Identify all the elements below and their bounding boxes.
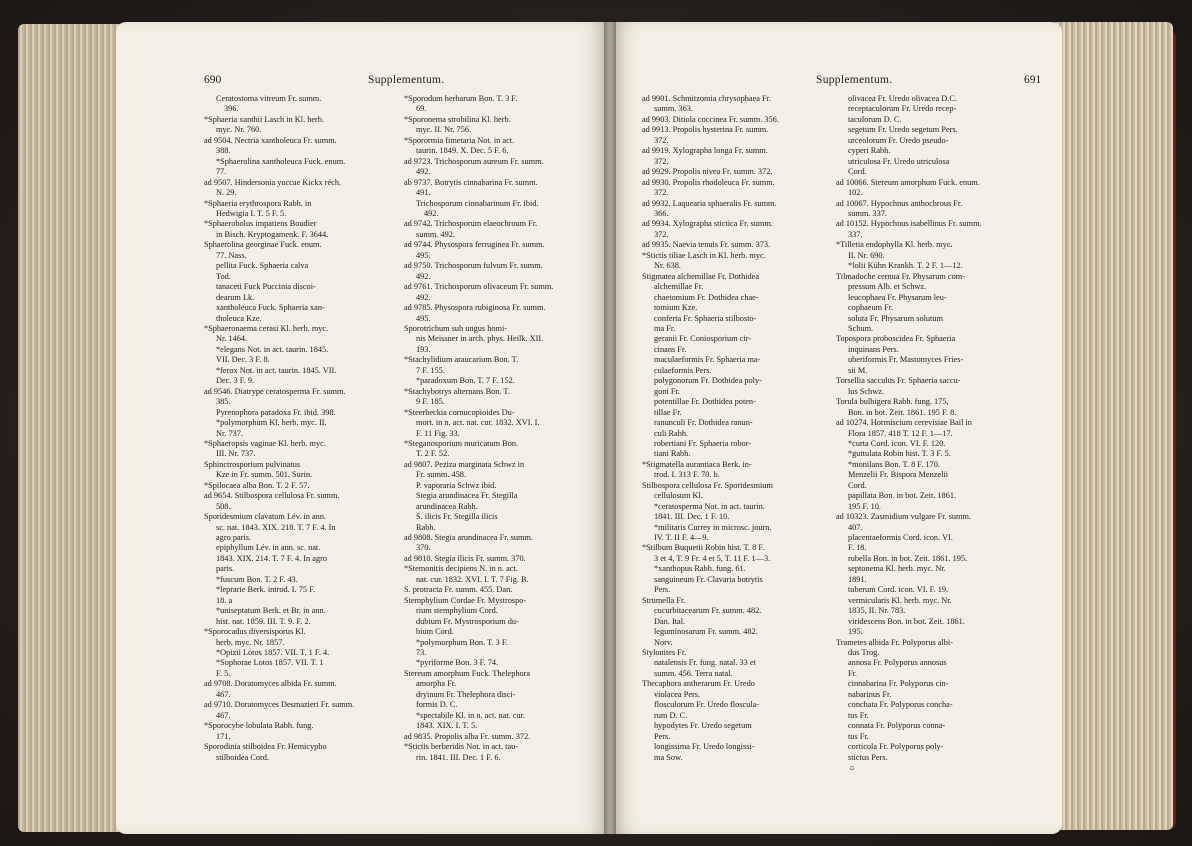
text-line: 69. [416,104,427,114]
text-line: ad 10323. Zasmidium vulgare Fr. summ. [836,512,972,522]
text-line: 1835, II. Nr. 783. [848,606,906,616]
text-line: stilboidea Cord. [216,752,270,762]
text-line: summ. 337. [848,208,887,218]
text-column-2 [836,94,1012,773]
text-line: 370. [416,543,431,553]
text-line: sc. nat. 1843. XIX. 218. T. 7 F. 4. In [216,522,336,532]
text-line: *Stictis berberidis Not. in act. tau- [404,742,519,752]
text-line: formis D. C. [416,700,458,710]
text-line: dus Trog. [848,648,880,658]
right-page [610,22,1062,834]
text-line: Tod. [216,271,231,281]
text-line: 1891. [848,574,867,584]
text-line: trod. I. 313 F. 70. b. [654,470,720,480]
text-line: *Sphaeria erythrospora Rabh. in [204,198,312,208]
text-line: tiani Rabh. [654,449,691,459]
text-line: *ceratosperma Not. in act. taurin. [654,501,765,511]
text-line: potentillae Fr. Dothidea poten- [654,397,756,407]
text-line: 492. [416,167,431,177]
text-line: Pyrenophora paradoxa Fr. ibid. 398. [216,407,336,417]
text-line: *Sphaeronaema cerasi Kl. herb. myc. [204,323,329,333]
text-line: ad 9723. Trichosporum aureum Fr. summ. [404,156,544,166]
text-line: septonema Kl. herb. myc. Nr. [848,564,946,574]
text-line: 7 F. 155. [416,365,445,375]
text-line: 73. [416,648,427,658]
text-line: papillata Bon. in bot. Zeit. 1861. [848,491,957,501]
text-line: VII. Dec. 3 F. 8. [216,355,270,365]
text-line: nat. cur. 1832. XVI. I. T. 7 Fig. B. [416,574,529,584]
text-line: summ. 363. [654,104,693,114]
text-line: *elegans Not. in act. taurin. 1845. [216,344,329,354]
text-line: goni Fr. [654,386,680,396]
text-line: ad 9785. Physospora rubiginosa Fr. summ. [404,303,546,313]
text-line: *pyriforme Bon. 3 F. 74. [416,658,499,668]
text-line: 495. [416,250,431,260]
running-head: Supplementum. [816,74,893,86]
text-line: T. 2 F. 52. [416,449,450,459]
text-line: sanguineum Fr. Clavaria botrytis [654,574,763,584]
text-line: ad 9901. Schmitzomia chrysophaea Fr. [642,94,772,103]
text-line: hist. nat. 1859. III. T. 9. F. 2. [216,616,311,626]
text-line: ad 9546. Diatrype ceratosperma Fr. summ. [204,386,346,396]
text-line: *Steerbeckia cornucopioides Du- [404,407,515,417]
text-line: *Sporocadus diversisporus Kl. [204,627,306,637]
text-line: 1843. XIX. I. T. 5. [416,721,478,731]
text-line: ab 9737. Botrytis cinnabarina Fr. summ. [404,177,538,187]
text-line: leguminosarum Fr. summ. 482. [654,627,758,637]
text-line: annosa Fr. Polyporus annosus [848,658,947,668]
text-line: Torula bulbigera Rabh. fung. 175, [836,397,949,407]
text-line: cucurbitacearum Fr. summ. 482. [654,606,762,616]
text-line: *xanthopus Rabh. fung. 61. [654,564,746,574]
text-line: tus Fr. [848,731,869,741]
text-line: ad 9708. Doratomyces albida Fr. summ. [204,679,337,689]
text-line: 508. [216,501,231,511]
text-line: ad 9935. Naevia tenuis Fr. summ. 373. [642,240,771,250]
text-line: Cord. [848,480,867,490]
text-line: stictus Pers. [848,752,888,762]
text-line: *spectabile Kl. in n. act. nat. cur. [416,710,525,720]
text-line: connata Fr. Polyporus conna- [848,721,946,731]
text-line: paris. [216,564,235,574]
text-line: ranunculi Fr. Dothidea ranun- [654,418,753,428]
text-line: ad 9810. Stegia ilicis Fr. summ. 370. [404,553,526,563]
text-line: tillae Fr. [654,407,682,417]
text-line: amorpha Fr. [416,679,457,689]
text-line: 372. [654,188,669,198]
text-line: cophaeum Fr. [848,303,894,313]
running-head: Supplementum. [368,74,445,86]
text-line: violacea Pers. [654,689,701,699]
text-line: Stemphylium Cordae Fr. Mystrospo- [404,595,527,605]
text-line: rum D. C. [654,710,688,720]
text-line: Pers. [654,731,671,741]
text-line: *curta Cord. icon. VI. F. 120. [848,438,946,448]
text-line: Bon. in bot. Zeit. 1861. 195 F. 8. [848,407,957,417]
text-line: maculaeformis Fr. Sphaeria ma- [654,355,761,365]
text-line: Rabh. [416,522,436,532]
text-line: Pers. [654,585,671,595]
text-line: ad 9929. Propolis nivea Fr. summ. 372. [642,167,773,177]
left-page-stack [18,24,122,832]
text-line: Stylonites Fr. [642,648,687,658]
text-line: Menzelii Fr. Bispora Menzelii [848,470,949,480]
text-line: *monilans Bon. T. 8 F. 170. [848,459,940,469]
text-line: tomium Kze. [654,303,698,313]
text-line: 195. [848,627,863,637]
text-line: 467. [216,710,231,720]
text-line: 77. Nass. [216,250,247,260]
text-line: agro paris. [216,533,252,543]
text-line: F. 5. [216,668,231,678]
text-line: summ. 456. Terra natal. [654,668,733,678]
book-gutter [604,22,616,834]
right-page-stack [1055,22,1173,830]
text-line: *polymorphum Bon. T. 3 F. [416,637,508,647]
text-line: *polymorphum Kl. herb. myc. II. [216,418,327,428]
text-line: summ. 492. [416,229,455,239]
text-line: *Sporonema strobilina Kl. herb. [404,114,511,124]
text-line: *Sporocybe lobulata Rabh. fung. [204,721,314,731]
text-line: tanaceti Fuck Puccinia discoi- [216,282,316,292]
text-line: epiphyllum Lév. in ann. sc. nat. [216,543,321,553]
text-line: *Stachylidium araucarium Bon. T. [404,355,519,365]
text-line: *Sporormia fimetaria Not. in act. [404,135,515,145]
text-line: leucophaea Fr. Physarum leu- [848,292,947,302]
text-line: xantholeuca Fuck. Sphaeria xan- [216,303,325,313]
text-line: pellita Fuck. Sphaeria calva [216,261,309,271]
text-line: *Stilbum Buquetii Robin hist. T. 8 F. [642,543,765,553]
text-line: II. Nr. 690. [848,250,885,260]
text-line: F. 11 Fig. 33. [416,428,460,438]
text-line: Cord. [848,167,867,177]
text-line: Trichosporum cinnabarinum Fr. ibid. [416,198,539,208]
text-line: Fr. [848,668,857,678]
text-line: corticola Fr. Polyporus poly- [848,742,944,752]
text-line: ad 9710. Doratomyces Desmazieri Fr. summ. [204,700,355,710]
text-line: Dan. Ital. [654,616,686,626]
text-line: 9 F. 185. [416,397,445,407]
text-line: 1841. III. Dec. 1 F. 10. [654,512,730,522]
text-line: ad 10274. Hormiscium cerevisiae Bail in [836,418,972,428]
text-column-1 [642,94,818,763]
text-line: alchemillae Fr. [654,282,704,292]
text-line: natalensis Fr. fung. natal. 33 et [654,658,756,668]
text-line: ☼ [848,763,856,772]
text-line: conchata Fr. Polyporus concha- [848,700,953,710]
text-line: S. protracta Fr. summ. 455. Dan. [404,585,513,595]
text-line: 372. [654,229,669,239]
text-line: flosculorum Fr. Uredo floscula- [654,700,760,710]
text-line: *Steganosporium muricatum Bon. [404,438,519,448]
text-line: ad 9807. Peziza marginata Schwz in [404,459,525,469]
text-line: *paradoxum Bon. T. 7 F. 152. [416,376,515,386]
text-line: ad 9507. Hindersonia yuccae Kickx réch. [204,177,342,187]
text-line: Nr. 1464. [216,334,248,344]
text-line: *Stigmatella aurantiaca Berk. in- [642,459,752,469]
text-line: *Opizii Lotos 1857. VII. T. 1 F. 4. [216,648,330,658]
text-line: ad 9934. Xylographa stictica Fr. summ. [642,219,773,229]
text-line: Sporotrichum sub ungus homi- [404,323,508,333]
text-line: lus Schwz. [848,386,884,396]
text-line: 102. [848,188,863,198]
text-line: *Tilletia endophylla Kl. herb. myc. [836,240,953,250]
text-line: *Sophorae Lotos 1857. VII. T. 1 [216,658,324,668]
text-line: sii M. [848,365,868,375]
text-line: 492. [416,271,431,281]
text-line: ad 9808. Stegia arundinacea Fr. summ. [404,533,534,543]
text-line: ad 9750. Trichosporum fulvum Fr. summ. [404,261,543,271]
text-line: *Sphaerolina xantholeuca Fuck. enum. [216,156,346,166]
text-line: robertiani Fr. Sphaeria robor- [654,438,752,448]
text-line: Stereum amorphum Fuck. Thelephora [404,668,531,678]
text-line: viridescens Bon. in bot. Zeit. 1861. [848,616,965,626]
text-line: Ceratostoma vitreum Fr. summ. [216,94,322,103]
text-line: ad 10152. Hypochnus isabellinus Fr. summ. [836,219,982,229]
text-line: *leprarie Berk. introd. I. 75 F. [216,585,316,595]
text-line: 492. [424,208,439,218]
text-line: hypodytes Fr. Uredo segetum [654,721,752,731]
text-line: Stigmatea alchemillae Fr. Dothidea [642,271,760,281]
text-line: ma Sow. [654,752,683,762]
text-line: 193. [416,344,431,354]
text-line: receptaculorum Fr. Uredo recep- [848,104,957,114]
text-line: rium stemphylium Cord. [416,606,498,616]
text-line: polygonorum Fr. Dothidea poly- [654,376,762,386]
text-line: longissima Fr. Uredo longissi- [654,742,755,752]
text-line: *guttulata Robin hist. T. 3 F. 5. [848,449,951,459]
text-line: ad 9932. Laquearia sphaeralis Fr. summ. [642,198,777,208]
text-line: dubium Fr. Mystrosporium du- [416,616,519,626]
text-line: myc. II. Nr. 756. [416,125,472,135]
text-line: Kze in Fr. summ. 501. Surin. [216,470,313,480]
text-line: cyperi Rabh. [848,146,891,156]
text-line: tholeuca Kze. [216,313,262,323]
text-line: Nr. 737. [216,428,243,438]
text-line: 495. [416,313,431,323]
text-line: Stegia arundinacea Fr. Stegilla [416,491,518,501]
left-page [116,22,610,834]
text-line: 372. [654,135,669,145]
text-line: uberiformis Fr. Mastomyces Fries- [848,355,964,365]
text-line: ad 10067. Hypochnus anthochrous Fr. [836,198,963,208]
text-line: culi Rabh. [654,428,689,438]
text-line: IV. T. II F. 4—9. [654,533,709,543]
text-line: Dec. 3 F. 9. [216,376,255,386]
text-line: ad 9913. Propolis hysterina Fr. summ. [642,125,769,135]
text-line: *Sphaerobolus impatiens Boudier [204,219,317,229]
text-line: *Sphaeria xanthii Lasch in Kl. herb. [204,114,325,124]
text-line: *Stemonitis decipiens N. in n. act. [404,564,518,574]
text-line: *fuscum Bon. T. 2 F. 43. [216,574,298,584]
text-line: rubella Bon. in bot. Zeit. 1861. 195. [848,553,968,563]
text-line: cinnabarina Fr. Polyporus cin- [848,679,949,689]
text-line: *Sphaeropsis vaginae Kl. herb. myc. [204,438,326,448]
text-line: urceolorum Fr. Uredo pseudo- [848,135,949,145]
text-column-1 [204,94,380,763]
text-line: 195 F. 10. [848,501,881,511]
text-line: ad 10066. Stereum amorphum Fuck. enum. [836,177,980,187]
text-line: 3 et 4, T. 9 Fr. 4 et 5, T. 11 F. 1—3. [654,553,771,563]
page-number: 690 [204,74,222,86]
text-line: myc. Nr. 760. [216,125,262,135]
text-line: 388. [216,146,231,156]
text-line: F. 18. [848,543,867,553]
text-line: Torsellia sacculus Fr. Sphaeria saccu- [836,376,961,386]
text-line: 407. [848,522,863,532]
text-line: taculorum D. C. [848,114,902,124]
text-line: utriculosa Fr. Uredo utriculosa [848,156,950,166]
text-line: 492. [416,292,431,302]
text-line: *Sporodum herbarum Bon. T. 3 F. [404,94,518,103]
text-line: ad 9654. Stilbospora cellulosa Fr. summ. [204,491,340,501]
text-line: Sphinctrosporium pulvinatus [204,459,301,469]
text-line: *militaris Currey in microsc. journ. [654,522,772,532]
text-line: rin. 1841. III. Dec. 1 F. 6. [416,752,501,762]
text-line: olivacea Fr. Uredo olivacea D.C. [848,94,957,103]
text-line: *Spilocaea alba Bon. T. 2 F. 57. [204,480,310,490]
text-line: Flora 1857. 418 T. 12 F. 1—17. [848,428,953,438]
text-line: soluta Fr. Physarum solutum [848,313,943,323]
text-line: Sphaerolina georginae Fuck. enum. [204,240,322,250]
text-line: ad 9930. Propolis rhodoleuca Fr. summ. [642,177,775,187]
text-line: ma Fr. [654,323,676,333]
text-line: taurin. 1849. X. Dec. 5 F. 6. [416,146,509,156]
text-line: conferta Fr. Sphaeria stilbosto- [654,313,757,323]
text-line: 1843. XIX. 214. T. 7 F. 4. In agro [216,553,328,563]
text-line: Nr. 638. [654,261,681,271]
page-number: 691 [1024,74,1042,86]
text-line: Sporidesmium clavatum Lév. in ann. [204,512,327,522]
text-line: tus Fr. [848,710,869,720]
text-line: segetum Fr. Uredo segetum Pers. [848,125,958,135]
text-line: herb. myc. Nr. 1857. [216,637,285,647]
text-line: 385. [216,397,231,407]
text-line: chaetomium Fr. Dothidea chae- [654,292,759,302]
text-line: S. ilicis Fr. Stegilla ilicis [416,512,498,522]
text-line: inquinans Pers. [848,344,899,354]
text-line: 77. [216,167,227,177]
text-line: arundinacea Rabh. [416,501,478,511]
text-line: 366. [654,208,669,218]
text-line: dryinum Fr. Thelephora disci- [416,689,516,699]
text-line: 171. [216,731,231,741]
text-line: ad 9742. Trichosporum elaeochroum Fr. [404,219,538,229]
text-line: Stilbospora cellulosa Fr. Sporidesmium [642,480,773,490]
text-line: cellulosum Kl. [654,491,703,501]
text-line: Thecaphora antherarum Fr. Uredo [642,679,755,689]
text-line: nis Meissner in arch. phys. Heilk. XII. [416,334,544,344]
text-line: ad 9761. Trichosporum olivaceum Fr. summ. [404,282,554,292]
text-line: cinans Fr. [654,344,687,354]
text-line: ad 9504. Nectria xantholeuca Fr. summ. [204,135,337,145]
text-line: vermicularis Kl. herb. myc. Nr. [848,595,952,605]
text-line: 491. [416,188,431,198]
text-line: Topospora proboscidea Fr. Sphaeria [836,334,956,344]
text-line: tuberum Cord. icon. VI. F. 19. [848,585,949,595]
text-line: III. Nr. 737. [216,449,256,459]
text-line: Trametes albida Fr. Polyporus albi- [836,637,953,647]
text-line: bium Cord. [416,627,454,637]
text-line: Tilmadoche cernua Fr. Physarum com- [836,271,965,281]
text-line: *Stictis tiliae Lasch in Kl. herb. myc. [642,250,766,260]
text-line: *Stachybotrys alternans Bon. T. [404,386,510,396]
text-line: *lolii Kühn Krankh. T. 2 F. 1—12. [848,261,963,271]
text-line: P. vaporaria Schwz ibid. [416,480,497,490]
text-line: ad 9903. Ditiola coccinea Fr. summ. 356. [642,114,779,124]
text-line: culaeformis Pers. [654,365,712,375]
text-line: Hedwigia I. T. 5 F. 5. [216,208,287,218]
text-line: ad 9744. Physospora ferruginea Fr. summ. [404,240,545,250]
text-line: *uniseptatum Berk. et Br. in ann. [216,606,326,616]
text-line: placentaeformis Cord. icon. VI. [848,533,953,543]
text-line: geranii Fr. Coniosporium cir- [654,334,752,344]
text-line: 18. a [216,595,233,605]
text-line: pressum Alb. et Schwz. [848,282,927,292]
text-line: dearum Lk. [216,292,255,302]
text-line: nabarinus Fr. [848,689,892,699]
text-line: 467. [216,689,231,699]
text-line: ad 9835. Propolis alba Fr. summ. 372. [404,731,531,741]
text-line: 372. [654,156,669,166]
text-line: 396. [224,104,239,114]
text-line: *ferox Not. in act. taurin. 1845. VII. [216,365,337,375]
text-line: Sporodinia stilboidea Fr. Hemicypho [204,742,327,752]
text-line: ad 9919. Xylographa longa Fr. summ. [642,146,768,156]
text-line: in Bisch. Kryptogamenk. F. 3644. [216,229,329,239]
text-line: Schum. [848,323,874,333]
text-line: Fr. summ. 458. [416,470,467,480]
text-line: Norv. [654,637,673,647]
text-line: Strumella Fr. [642,595,686,605]
text-column-2 [404,94,580,763]
text-line: N. 29. [216,188,237,198]
text-line: mort. in n. act. nat. cur. 1832. XVI. I. [416,418,540,428]
text-line: 337. [848,229,863,239]
